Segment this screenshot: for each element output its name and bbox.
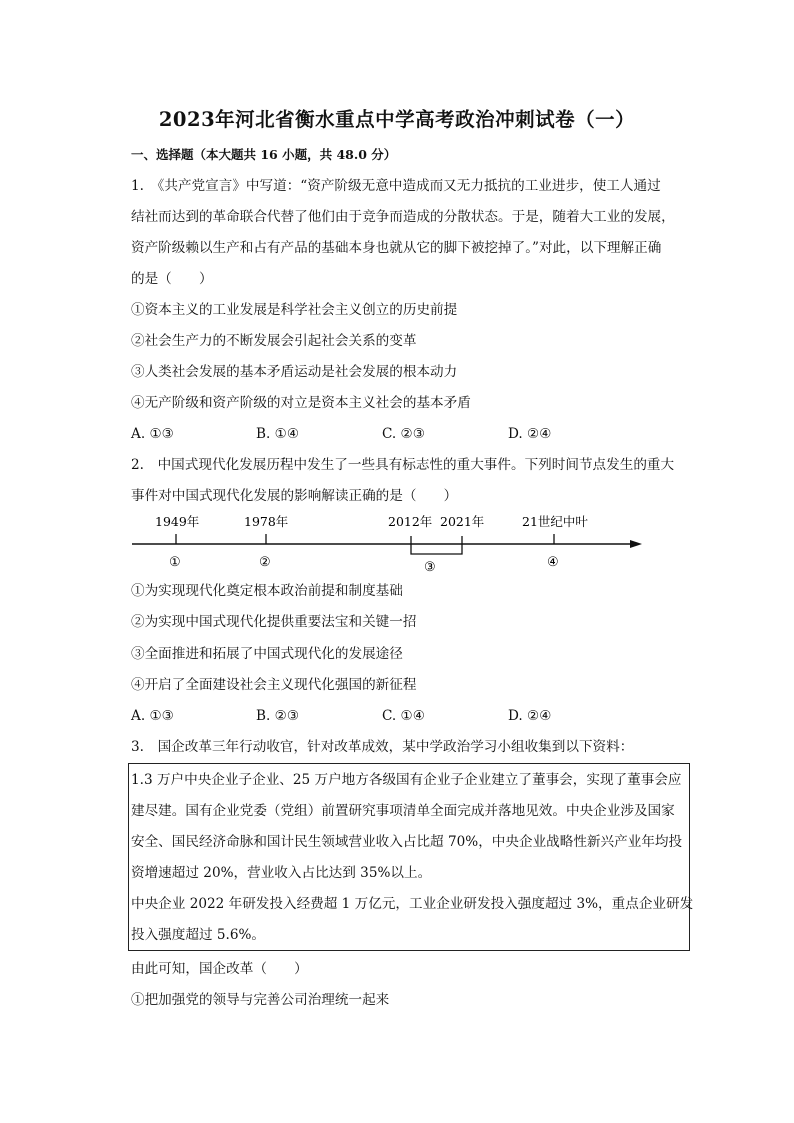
q1-statement-4: ④无产阶级和资产阶级的对立是资本主义社会的基本矛盾	[131, 395, 471, 411]
q2-option-a[interactable]: A. ①③	[131, 708, 174, 724]
q1-option-b[interactable]: B. ①④	[256, 426, 300, 442]
q2-statement-1: ①为实现现代化奠定根本政治前提和制度基础	[131, 583, 403, 599]
q2-option-c[interactable]: C. ①④	[382, 708, 425, 724]
q1-statement-3: ③人类社会发展的基本矛盾运动是社会发展的根本动力	[131, 364, 458, 380]
material-line-2: 建尽建。国有企业党委（党组）前置研究事项清单全面完成并落地见效。中央企业涉及国家	[131, 803, 675, 819]
q3-statement-1: ①把加强党的领导与完善公司治理统一起来	[131, 992, 390, 1008]
q1-stem-line-4: 的是（ ）	[131, 271, 213, 287]
year-label-2012: 2012年	[388, 514, 433, 529]
year-label-1978: 1978年	[244, 514, 289, 529]
page-title: 2023年河北省衡水重点中学高考政治冲刺试卷（一）	[158, 108, 636, 131]
marker-3: ③	[424, 560, 436, 575]
q1-option-c[interactable]: C. ②③	[382, 426, 425, 442]
q2-statement-4: ④开启了全面建设社会主义现代化强国的新征程	[131, 677, 417, 693]
marker-2: ②	[259, 555, 271, 570]
q2-stem-line-2: 事件对中国式现代化发展的影响解读正确的是（ ）	[131, 488, 458, 504]
q2-statement-3: ③全面推进和拓展了中国式现代化的发展途径	[131, 646, 403, 662]
q2-option-b[interactable]: B. ②③	[256, 708, 300, 724]
q3-question-stem: 由此可知，国企改革（ ）	[131, 961, 308, 977]
bracket-2012-2021	[411, 536, 462, 554]
q2-option-d[interactable]: D. ②④	[508, 708, 552, 724]
q3-stem-line: 3. 国企改革三年行动收官，针对改革成效，某中学政治学习小组收集到以下资料：	[131, 739, 634, 755]
q2-stem-line-1: 2. 中国式现代化发展历程中发生了一些具有标志性的重大事件。下列时间节点发生的重大	[131, 457, 675, 473]
q1-option-d[interactable]: D. ②④	[508, 426, 552, 442]
year-label-2021: 2021年	[440, 514, 485, 529]
timeline-figure	[120, 508, 660, 578]
material-line-5: 中央企业 2022 年研发投入经费超 1 万亿元，工业企业研发投入强度超过 3%，重点企业研发	[131, 896, 694, 912]
year-label-1949: 1949年	[155, 514, 200, 529]
q1-stem-line-2: 结社而达到的革命联合代替了他们由于竞争而造成的分散状态。于是，随着大工业的发展，	[131, 209, 675, 225]
q1-stem-line-1: 1. 《共产党宣言》中写道：“资产阶级无意中造成而又无力抵抗的工业进步，使工人通过	[131, 178, 661, 194]
q1-statement-1: ①资本主义的工业发展是科学社会主义创立的历史前提	[131, 302, 458, 318]
material-line-6: 投入强度超过 5.6%。	[131, 927, 266, 943]
q2-statement-2: ②为实现中国式现代化提供重要法宝和关键一招	[131, 614, 417, 630]
year-label-mid-21st-century: 21世纪中叶	[522, 514, 588, 529]
q1-statement-2: ②社会生产力的不断发展会引起社会关系的变革	[131, 333, 417, 349]
q1-stem-line-3: 资产阶级赖以生产和占有产品的基础本身也就从它的脚下被挖掉了。”对此，以下理解正确	[131, 240, 662, 256]
material-line-1: 1.3 万户中央企业子企业、25 万户地方各级国有企业子企业建立了董事会，实现了董事会应	[131, 772, 682, 788]
marker-1: ①	[169, 555, 181, 570]
material-line-4: 资增速超过 20%，营业收入占比达到 35%以上。	[131, 865, 432, 881]
timeline-arrow	[630, 540, 642, 548]
q1-option-a[interactable]: A. ①③	[131, 426, 174, 442]
material-line-3: 安全、国民经济命脉和国计民生领域营业收入占比超 70%，中央企业战略性新兴产业年均投	[131, 834, 683, 850]
q3-material-box	[128, 763, 694, 951]
section-heading: 一、选择题（本大题共 16 小题，共 48.0 分）	[131, 147, 397, 162]
marker-4: ④	[547, 555, 559, 570]
